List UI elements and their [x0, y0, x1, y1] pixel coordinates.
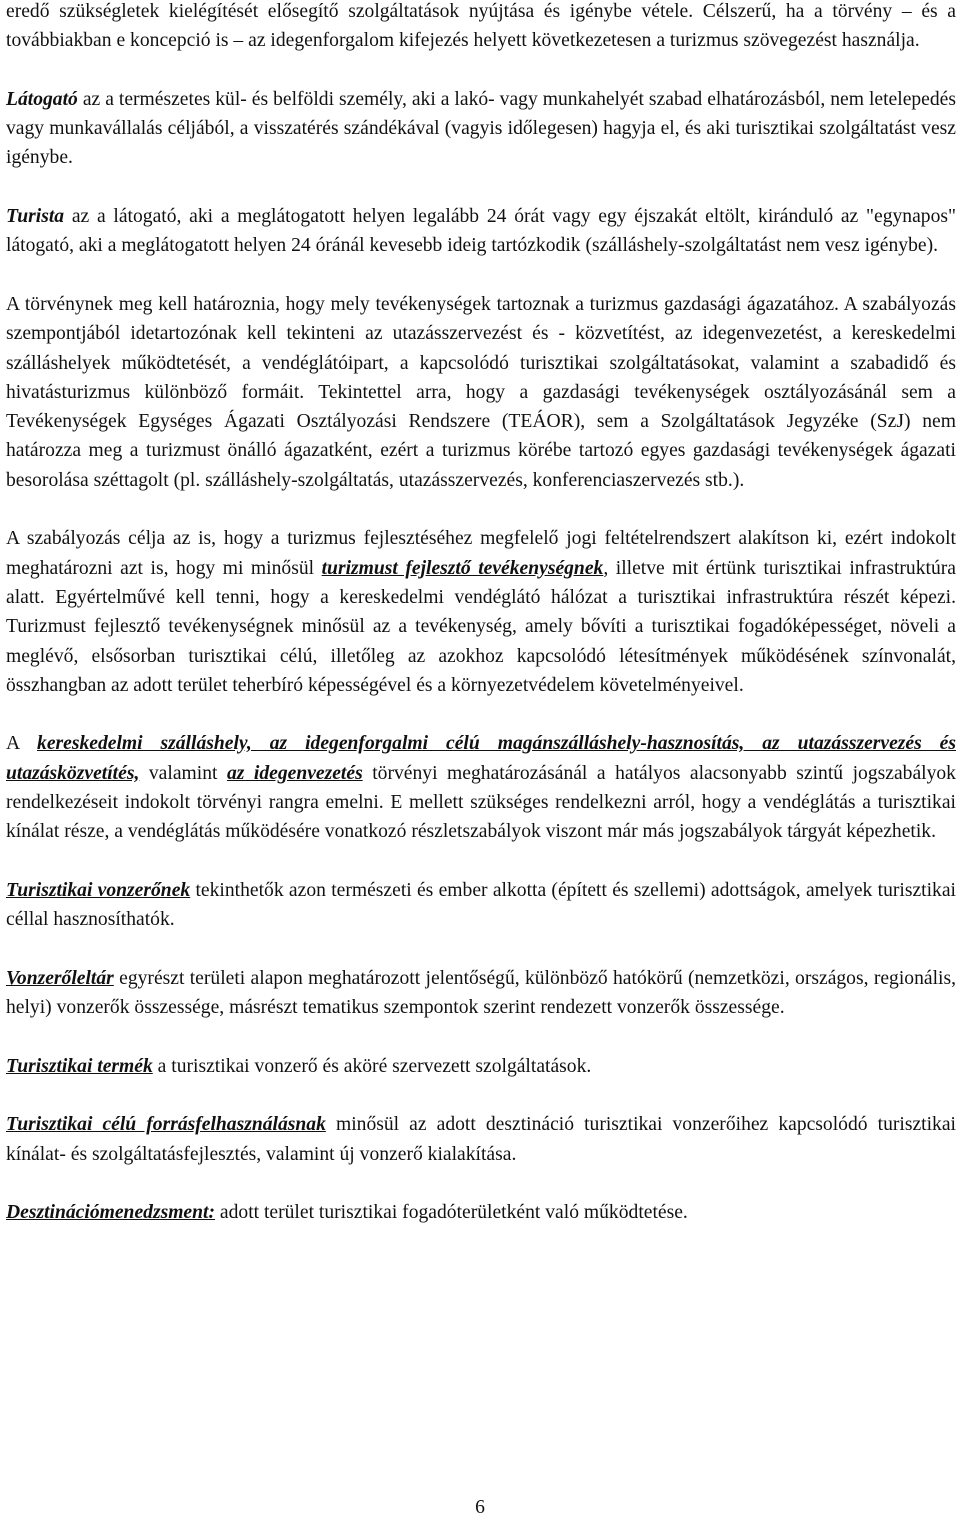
definition-text: adott terület turisztikai fogadóterületként való működtetése. — [215, 1202, 688, 1224]
paragraph-definition-attraction-inventory — [6, 964, 956, 1023]
defined-term: Turisztikai célú forrásfelhasználásnak — [6, 1114, 326, 1136]
definition-text: az a látogató, aki a meglátogatott helyen legalább 24 órát vagy egy éjszakát eltölt, kiránduló az "egynapos" látogató, aki a meglátogatott helyen 24 óránál kevesebb ideig tartózkodik (szálláshely-szolgáltatást nem vesz igénybe). — [6, 206, 956, 257]
defined-term: Látogató — [6, 88, 78, 110]
defined-term: Desztinációmenedzsment: — [6, 1202, 215, 1224]
paragraph-text-after: törvényi meghatározásánál a hatályos alacsonyabb szintű jogszabályok rendelkezéseit indokolt törvényi rangra emelni. E mellett szükséges rendelkezni arról, hogy a vendéglátás a turisztikai kínálat része, a vendéglátás működésére vonatkozó részletszabályok viszont már más jogszabályok tárgyát képezhetik. — [6, 762, 956, 843]
definition-text: minősül az adott desztináció turisztikai vonzerőihez kapcsolódó turisztikai kínálat- és szolgáltatásfejlesztés, valamint új vonzerő kialakítása. — [6, 1114, 956, 1165]
paragraph-definition-tourism-product — [6, 1052, 956, 1081]
paragraph-definition-tourist — [6, 202, 956, 261]
paragraph-definition-attraction — [6, 876, 956, 935]
paragraph-text: eredő szükségletek kielégítését elősegítő szolgáltatások nyújtása és igénybe vétele. Célszerű, ha a törvény – és a továbbiakban e koncepció is – az idegenforgalom kifejezés helyett következetesen a turizmus szövegezést használja. — [6, 1, 956, 52]
paragraph-definition-destination-management — [6, 1198, 956, 1227]
definition-text: a turisztikai vonzerő és aköré szervezett szolgáltatások. — [152, 1055, 592, 1077]
paragraph-text-before: A — [6, 733, 38, 755]
paragraph-text: A törvénynek meg kell határoznia, hogy mely tevékenységek tartoznak a turizmus gazdasági ágazatához. A szabályozás szempontjából idetartozónak kell tekinteni az utazásszervezést és - közvetítést, az idegenvezetést, a kereskedelmi szálláshelyek működtetését, a vendéglátóipart, a kapcsolódó turisztikai szolgáltatásokat, valamint a szabadidő és hivatásturizmus különböző formáit. Tekintettel arra, hogy a gazdasági tevékenységek osztályozásánál sem a Tevékenységek Egységes Ágazati Osztályozási Rendszere (TEÁOR), sem a Szolgáltatások Jegyzéke (SzJ) nem határozza meg a turizmust önálló ágazatként, ezért a turizmus körébe tartozó egyes gazdasági tevékenységek ágazati besorolása széttagolt (pl. szálláshely-szolgáltatás, utazásszervezés, konferenciaszervezés stb.). — [6, 293, 956, 491]
defined-term: az idegenvezetés — [226, 762, 363, 784]
definition-text: egyrészt területi alapon meghatározott jelentőségű, különböző hatókörű (nemzetközi, országos, regionális, helyi) vonzerők összessége, másrészt tematikus szempontok szerint rendezett vonzerők összessége. — [6, 967, 956, 1019]
defined-term: Turisztikai vonzerőnek — [6, 879, 191, 901]
paragraph-tourism-development — [6, 524, 956, 700]
paragraph-text-after: , illetve mit értünk turisztikai infrastruktúra alatt. Egyértelművé kell tenni, hogy a kereskedelmi vendéglátó hálózat a turisztikai infrastruktúra részét képezi. Turizmust fejlesztő tevékenységnek minősül az a tevékenység, amely bővíti a turisztikai fogadóképességet, növeli a meglévő, elsősorban turisztikai célú, illetőleg az azokhoz kapcsolódó létesítmények működésének színvonalát, összhangban az adott terület teherbíró képességével és a környezetvédelem követelményeivel. — [6, 557, 956, 696]
document-page — [6, 0, 956, 1227]
paragraph-tourism-sector — [6, 290, 956, 495]
paragraph-definition-resource-use — [6, 1110, 956, 1169]
defined-term: Turisztikai termék — [6, 1055, 153, 1077]
paragraph-definition-visitor — [6, 85, 956, 173]
page-number: 6 — [475, 1497, 485, 1518]
defined-term: kereskedelmi szálláshely, az idegenforgalmi célú magánszálláshely-hasznosítás, az utazásszervezés és utazásközvetítés, — [6, 733, 956, 784]
defined-term: Turista — [6, 206, 65, 228]
paragraph-intro-continuation — [6, 0, 956, 56]
definition-text: az a természetes kül- és belföldi személy, aki a lakó- vagy munkahelyét szabad elhatározásból, nem letelepedés vagy munkavállalás céljából, a visszatérés szándékával (vagyis időlegesen) hagyja el, és aki turisztikai szolgáltatást vesz igénybe. — [6, 88, 956, 169]
definition-text: tekinthetők azon természeti és ember alkotta (épített és szellemi) adottságok, amelyek turisztikai céllal hasznosíthatók. — [6, 879, 956, 931]
defined-term: Vonzerőleltár — [6, 967, 114, 989]
paragraph-accommodation — [6, 729, 956, 846]
paragraph-text-middle: valamint — [139, 762, 227, 784]
paragraph-text-before: A szabályozás célja az is, hogy a turizmus fejlesztéséhez megfelelő jogi feltételrendszert alakítson ki, ezért indokolt meghatározni azt is, hogy mi minősül — [6, 528, 956, 579]
defined-term: turizmust fejlesztő tevékenységnek — [321, 557, 604, 579]
